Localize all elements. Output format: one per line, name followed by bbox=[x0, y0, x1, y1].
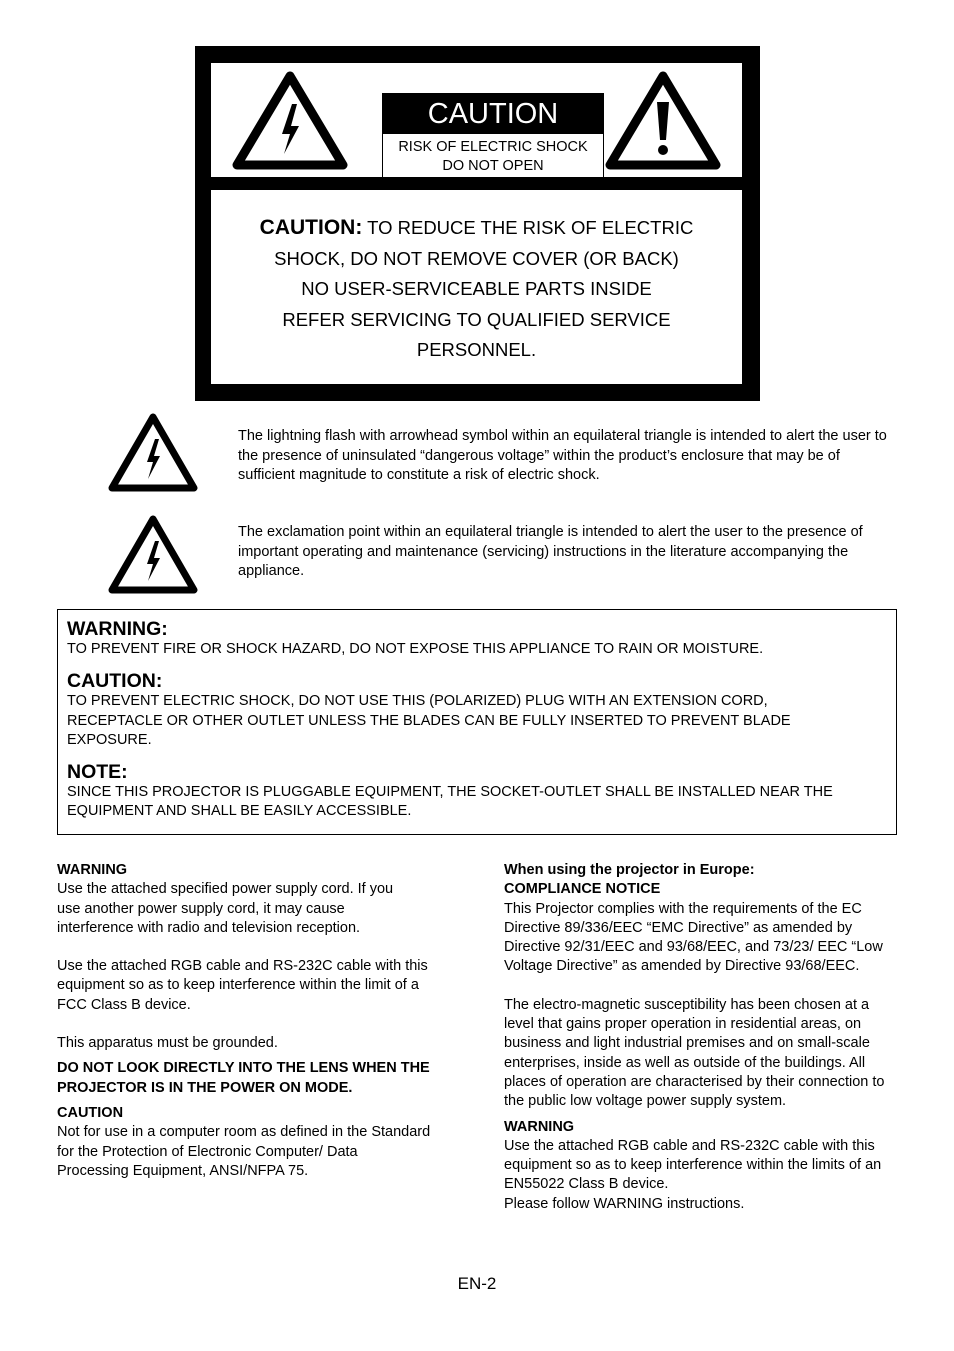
left-warning-heading: WARNING bbox=[57, 862, 128, 878]
lightning-triangle-icon bbox=[108, 514, 198, 594]
susceptibility-text: The electro-magnetic susceptibility has been chosen at a level that gains proper operation in residential areas, on business and light industrial premises and on small-scale enterprises, inside as well as outside of the buildings. All places of operation are characterised by their connection to the public low voltage power supply system. bbox=[504, 996, 885, 1110]
left-warning-paragraph: Use the attached specified power supply cord. If you use another power supply cord, it may cause interference with radio and television reception. bbox=[57, 881, 394, 936]
lightning-triangle-icon bbox=[108, 412, 198, 492]
symbol-explanation-lightning bbox=[0, 412, 954, 494]
caution-statement-lead: CAUTION: bbox=[259, 216, 363, 239]
left-column bbox=[57, 861, 452, 1181]
page-number: EN-2 bbox=[457, 1274, 497, 1293]
caution-statement: CAUTION: TO REDUCE THE RISK OF ELECTRIC SHOCK, DO NOT REMOVE COVER (OR BACK) NO USER-SERVICEABLE PARTS INSIDE REFER SERVICING TO QUALIFIED SERVICE PERSONNEL. bbox=[259, 216, 694, 360]
left-warning-paragraph: Use the attached RGB cable and RS-232C cable with this equipment so as to keep interference within the limit of a FCC Class B device. bbox=[57, 958, 428, 1013]
exclamation-triangle-icon bbox=[604, 70, 722, 170]
left-caution-heading: CAUTION bbox=[57, 1104, 124, 1121]
notice-note-heading: NOTE: bbox=[67, 761, 128, 784]
notice-caution-heading: CAUTION: bbox=[67, 670, 163, 693]
caution-label-title: CAUTION bbox=[383, 94, 603, 134]
symbol-description: The exclamation point within an equilateral triangle is intended to alert the user to the presence of important operating and maintenance (servicing) instructions in the literature accompanying the appliance. bbox=[238, 524, 863, 579]
notice-warning-text: TO PREVENT FIRE OR SHOCK HAZARD, DO NOT EXPOSE THIS APPLIANCE TO RAIN OR MOISTURE. bbox=[67, 641, 764, 657]
grounded-statement: This apparatus must be grounded. bbox=[57, 1035, 278, 1052]
lightning-triangle-icon bbox=[231, 70, 349, 170]
notice-box bbox=[57, 609, 897, 835]
symbol-description: The lightning flash with arrowhead symbol within an equilateral triangle is intended to alert the user to the presence of uninsulated “dangerous voltage” within the product’s enclosure that may be of sufficient magnitude to constitute a risk of electric shock. bbox=[238, 428, 887, 483]
caution-label-upper bbox=[211, 63, 742, 177]
caution-label-subtitle: RISK OF ELECTRIC SHOCK DO NOT OPEN bbox=[398, 139, 588, 174]
compliance-heading: COMPLIANCE NOTICE bbox=[504, 881, 661, 898]
follow-warning-text: Please follow WARNING instructions. bbox=[504, 1195, 745, 1212]
notice-note-text: SINCE THIS PROJECTOR IS PLUGGABLE EQUIPMENT, THE SOCKET-OUTLET SHALL BE INSTALLED NEAR THE EQUIPMENT AND SHALL BE EASILY ACCESSIBLE. bbox=[67, 784, 833, 820]
notice-warning-heading: WARNING: bbox=[67, 618, 168, 640]
caution-label-panel bbox=[195, 46, 760, 401]
caution-statement-panel bbox=[211, 190, 742, 384]
right-column bbox=[504, 861, 904, 1214]
symbol-explanation-exclamation bbox=[0, 514, 954, 596]
right-warning-text: Use the attached RGB cable and RS-232C cable with this equipment so as to keep interference within the limits of an EN55022 Class B device. bbox=[504, 1137, 882, 1193]
left-caution-text: Not for use in a computer room as defined in the Standard for the Protection of Electronic Computer/ Data Processing Equipment, ANSI/NFPA 75. bbox=[57, 1124, 431, 1179]
europe-heading: When using the projector in Europe: bbox=[504, 862, 755, 878]
notice-caution-text: TO PREVENT ELECTRIC SHOCK, DO NOT USE THIS (POLARIZED) PLUG WITH AN EXTENSION CORD, RECEPTACLE OR OTHER OUTLET UNLESS THE BLADES CAN BE FULLY INSERTED TO PREVENT BLADE EXPOSURE. bbox=[67, 693, 791, 748]
compliance-text: This Projector complies with the requirements of the EC Directive 89/336/EEC “EMC Directive” as amended by Directive 92/31/EEC and 93/68/EEC, and 73/23/ EEC “Low Voltage Directive” as amended by Directive 93/68/EEC. bbox=[504, 900, 883, 975]
caution-label bbox=[382, 93, 604, 181]
right-warning-heading: WARNING bbox=[504, 1118, 575, 1135]
lens-warning: DO NOT LOOK DIRECTLY INTO THE LENS WHEN THE PROJECTOR IS IN THE POWER ON MODE. bbox=[57, 1060, 430, 1096]
